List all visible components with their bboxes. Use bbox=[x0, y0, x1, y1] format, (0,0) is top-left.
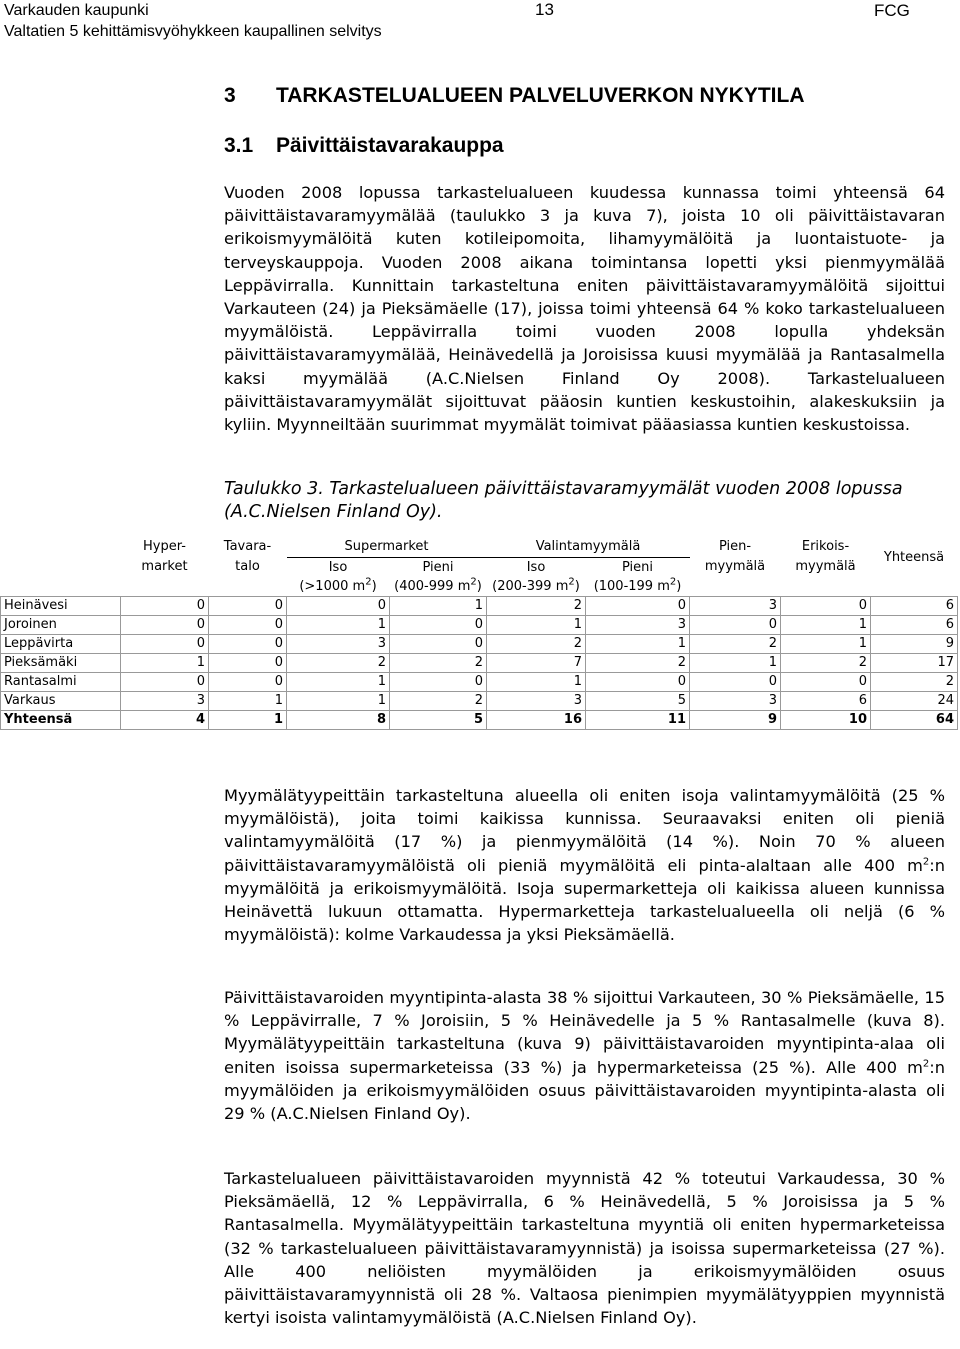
table-cell: 0 bbox=[209, 616, 287, 635]
table-cell: 0 bbox=[121, 597, 209, 616]
table-row bbox=[1, 673, 958, 692]
table-row bbox=[1, 616, 958, 635]
paragraph-store-types: Myymälätyypeittäin tarkasteltuna alueella oli eniten isoja valintamyymälöitä (25 % myymälöistä), joita toimi kaikissa kunnissa. Seuraavaksi eniten oli pieniä valintamyymälöitä (17 %) ja pienmyymälöitä (14 %). Noin 70 % alueen päivittäistavaramyymälöistä oli pieniä myymälöitä eli pinta-alaltaan alle 400 $m^2:n$ myymälöitä ja erikoismyymälöitä. Isoja supermarketteja oli kaikissa alueen kunnissa Heinävettä lukuun ottamatta. Hypermarketteja tarkastelualueella oli neljä (6 % myymälöistä): kolme Varkaudessa ja yksi Pieksämäellä. bbox=[224, 786, 945, 945]
table-cell: 2 bbox=[690, 635, 781, 654]
table-cell: 6 bbox=[871, 616, 958, 635]
table-row bbox=[1, 692, 958, 711]
table-cell: 10 bbox=[781, 711, 871, 730]
table-cell: 0 bbox=[287, 597, 390, 616]
header-org: Varkauden kaupunki bbox=[4, 2, 149, 19]
table-cell: 1 bbox=[690, 654, 781, 673]
row-name: Leppävirta bbox=[1, 635, 121, 654]
col-vm-pieni: Pieni bbox=[622, 559, 654, 575]
table-cell: 3 bbox=[121, 692, 209, 711]
table-cell: 3 bbox=[287, 635, 390, 654]
col-sm-pieni: Pieni bbox=[422, 559, 454, 575]
subsection-heading bbox=[224, 134, 504, 158]
table-cell: 9 bbox=[871, 635, 958, 654]
table-cell: 5 bbox=[586, 692, 690, 711]
table-row bbox=[1, 654, 958, 673]
table-cell: 0 bbox=[121, 673, 209, 692]
row-name: Pieksämäki bbox=[1, 654, 121, 673]
header-doc-title: Valtatien 5 kehittämisvyöhykkeen kaupallinen selvitys bbox=[4, 23, 382, 40]
table-cell: 8 bbox=[287, 711, 390, 730]
table-cell: 1 bbox=[121, 654, 209, 673]
table-cell: 9 bbox=[690, 711, 781, 730]
size-sm-pieni: (400-999 $m^2$) bbox=[394, 576, 482, 594]
table-cell: 6 bbox=[781, 692, 871, 711]
table-cell: 1 bbox=[487, 616, 586, 635]
table-cell: 2 bbox=[390, 654, 487, 673]
table-row bbox=[1, 597, 958, 616]
table-body bbox=[1, 597, 958, 730]
row-name: Varkaus bbox=[1, 692, 121, 711]
subsection-number: 3.1 bbox=[224, 134, 254, 157]
col-hyper: Hyper- market bbox=[141, 539, 188, 574]
table-cell: 7 bbox=[487, 654, 586, 673]
row-name: Yhteensä bbox=[1, 711, 121, 730]
row-name: Heinävesi bbox=[1, 597, 121, 616]
table-cell: 0 bbox=[690, 673, 781, 692]
table-cell: 3 bbox=[586, 616, 690, 635]
table-cell: 0 bbox=[209, 673, 287, 692]
table-cell: 16 bbox=[487, 711, 586, 730]
table-cell: 0 bbox=[209, 635, 287, 654]
table-cell: 2 bbox=[586, 654, 690, 673]
table-cell: 0 bbox=[586, 597, 690, 616]
table-cell: 2 bbox=[487, 635, 586, 654]
table-cell: 3 bbox=[690, 692, 781, 711]
table-cell: 1 bbox=[781, 616, 871, 635]
paragraph-sales-area: Päivittäistavaroiden myyntipinta-alasta 38 % sijoittui Varkauteen, 30 % Pieksämäelle, 15 % Leppävirralle, 7 % Joroisiin, 5 % Heinävedelle ja 5 % Rantasalmelle (kuva 8). Myymälätyypeittäin tarkasteltuna (kuva 9) päivittäistavaroiden myyntipinta-alaa oli eniten isoissa supermarketeissa (33 %) ja hypermarketeissa (25 %). Alle 400 $m^2:n$ myymälöiden ja erikoismyymälöiden osuus päivittäistavaroiden myyntipinta-alasta oli 29 % (A.C.Nielsen Finland Oy). bbox=[224, 988, 945, 1124]
table-cell: 0 bbox=[209, 597, 287, 616]
table-cell: 1 bbox=[390, 597, 487, 616]
table-caption: Taulukko 3. Tarkastelualueen päivittäistavaramyymälät vuoden 2008 lopussa (A.C.Nielsen Finland Oy). bbox=[224, 479, 903, 522]
table-cell: 64 bbox=[871, 711, 958, 730]
table-cell: 2 bbox=[390, 692, 487, 711]
table-header-row-1 bbox=[1, 537, 958, 557]
brand-logo-text: FCG bbox=[874, 1, 910, 20]
table-cell: 3 bbox=[487, 692, 586, 711]
table-cell: 1 bbox=[287, 616, 390, 635]
table-cell: 1 bbox=[287, 692, 390, 711]
table-cell: 3 bbox=[690, 597, 781, 616]
table-cell: 1 bbox=[487, 673, 586, 692]
table-cell: 0 bbox=[121, 635, 209, 654]
table-cell: 0 bbox=[390, 673, 487, 692]
table-cell: 0 bbox=[690, 616, 781, 635]
col-tavaratalo: Tavara- talo bbox=[223, 539, 272, 574]
subsection-title: Päivittäistavarakauppa bbox=[276, 134, 504, 157]
row-name: Rantasalmi bbox=[1, 673, 121, 692]
table-cell: 0 bbox=[781, 673, 871, 692]
table-header-row-3 bbox=[1, 577, 958, 597]
size-sm-iso: (>1000 $m^2$) bbox=[299, 576, 377, 594]
table-row bbox=[1, 635, 958, 654]
table-cell: 1 bbox=[287, 673, 390, 692]
table-cell: 1 bbox=[209, 711, 287, 730]
col-valintamyymala: Valintamyymälä bbox=[487, 537, 690, 557]
table-cell: 4 bbox=[121, 711, 209, 730]
col-erikoismyymala: Erikois- myymälä bbox=[795, 539, 856, 574]
size-vm-iso: (200-399 $m^2$) bbox=[492, 576, 580, 594]
col-supermarket: Supermarket bbox=[287, 537, 487, 557]
table-cell: 2 bbox=[487, 597, 586, 616]
table-cell: 0 bbox=[586, 673, 690, 692]
section-title: TARKASTELUALUEEN PALVELUVERKON NYKYTILA bbox=[276, 84, 805, 107]
col-pienmyymala: Pien- myymälä bbox=[704, 539, 766, 574]
col-yhteensa: Yhteensä bbox=[883, 549, 945, 565]
col-vm-iso: Iso bbox=[526, 559, 546, 575]
table-row bbox=[1, 711, 958, 730]
table-cell: 2 bbox=[287, 654, 390, 673]
table-cell: 17 bbox=[871, 654, 958, 673]
section-number: 3 bbox=[224, 84, 236, 107]
stores-table bbox=[0, 537, 958, 730]
table-cell: 0 bbox=[209, 654, 287, 673]
table-cell: 1 bbox=[781, 635, 871, 654]
table-cell: 2 bbox=[871, 673, 958, 692]
table-cell: 1 bbox=[586, 635, 690, 654]
table-cell: 5 bbox=[390, 711, 487, 730]
paragraph-sales: Tarkastelualueen päivittäistavaroiden myynnistä 42 % toteutui Varkaudessa, 30 % Pieksämäellä, 12 % Leppävirralla, 6 % Heinävedellä, 5 % Joroisissa ja 5 % Rantasalmella. Myymälätyypeittäin tarkasteltuna myyntiä oli eniten hypermarketeissa (32 % tarkastelualueen päivittäistavaramyynnistä) ja isoissa supermarketeissa (27 %). Alle 400 neliöisten myymälöiden ja erikoismyymälöiden osuus päivittäistavaramyynnistä oli 28 %. Valtaosa pienimpien myymälätyyppien myynnistä kertyi isoista valintamyymälöistä (A.C.Nielsen Finland Oy). bbox=[224, 1169, 945, 1328]
table-cell: 0 bbox=[390, 635, 487, 654]
table-cell: 6 bbox=[871, 597, 958, 616]
table-cell: 24 bbox=[871, 692, 958, 711]
table-cell: 2 bbox=[781, 654, 871, 673]
table-cell: 1 bbox=[209, 692, 287, 711]
row-name: Joroinen bbox=[1, 616, 121, 635]
paragraph-intro: Vuoden 2008 lopussa tarkastelualueen kuudessa kunnassa toimi yhteensä 64 päivittäistavaramyymälää (taulukko 3 ja kuva 7), joista 10 oli päivittäistavaran erikoismyymälöitä kuten kotileipomoita, lihamyymälöitä ja luontaistuote- ja terveyskauppoja. Vuoden 2008 aikana toimintansa lopetti yksi pienmyymälää Leppävirralla. Kunnittain tarkasteltuna eniten päivittäistavaramyymälöitä sijoittui Varkauteen (24) ja Pieksämäelle (17), joissa toimi yhteensä 64 % koko tarkastelualueen myymälöistä. Leppävirralla toimi vuoden 2008 lopulla yhdeksän päivittäistavaramyymälää, Heinävedellä ja Joroisissa kuusi myymälää ja Rantasalmella kaksi myymälää (A.C.Nielsen Finland Oy 2008). Tarkastelualueen päivittäistavaramyymälät sijoittuvat pääosin kuntien keskustoihin, alakeskuksiin ja kyliin. Myynneiltään suurimmat myymälät toimivat pääasiassa kuntien keskustoissa. bbox=[224, 183, 945, 435]
page-number: 13 bbox=[535, 0, 554, 19]
section-heading bbox=[224, 84, 805, 108]
table-cell: 11 bbox=[586, 711, 690, 730]
running-header bbox=[4, 0, 382, 42]
size-vm-pieni: (100-199 $m^2$) bbox=[593, 576, 682, 594]
table-cell: 0 bbox=[781, 597, 871, 616]
table-cell: 0 bbox=[390, 616, 487, 635]
col-sm-iso: Iso bbox=[328, 559, 348, 575]
table-cell: 0 bbox=[121, 616, 209, 635]
